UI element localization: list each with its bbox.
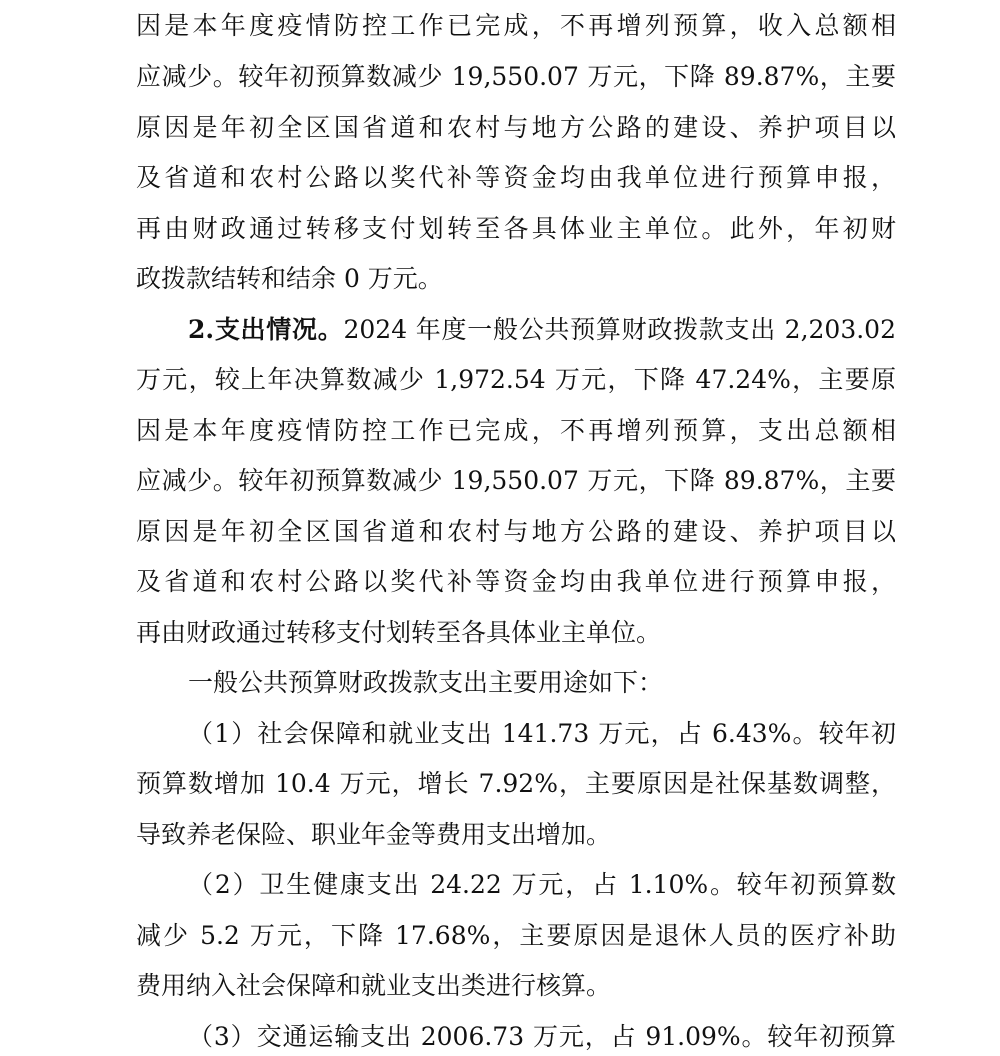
paragraph-1-line-1: 因是本年度疫情防控工作已完成，不再增列预算，收入总额相 (136, 11, 896, 40)
paragraph-5-line-1: （2）卫生健康支出 24.22 万元，占 1.10%。较年初预算数 (188, 870, 896, 899)
paragraph-4-line-2: 预算数增加 10.4 万元，增长 7.92%，主要原因是社保基数调整， (136, 769, 896, 798)
paragraph-4-line-1: （1）社会保障和就业支出 141.73 万元，占 6.43%。较年初 (188, 719, 896, 748)
paragraph-2-line-6: 及省道和农村公路以奖代补等资金均由我单位进行预算申报， (136, 567, 896, 596)
paragraph-1-line-5: 再由财政通过转移支付划转至各具体业主单位。此外，年初财 (136, 214, 896, 243)
paragraph-2-line-2: 万元，较上年决算数减少 1,972.54 万元，下降 47.24%，主要原 (136, 365, 896, 394)
paragraph-5-line-2: 减少 5.2 万元，下降 17.68%，主要原因是退休人员的医疗补助 (136, 921, 896, 950)
paragraph-1-line-3: 原因是年初全区国省道和农村与地方公路的建设、养护项目以 (136, 113, 896, 142)
paragraph-6-line-1: （3）交通运输支出 2006.73 万元，占 91.09%。较年初预算 (188, 1022, 896, 1051)
section-heading: 2.支出情况。 (188, 315, 344, 344)
paragraph-2-line-1-text: 2024 年度一般公共预算财政拨款支出 2,203.02 (343, 315, 896, 344)
paragraph-1-line-4: 及省道和农村公路以奖代补等资金均由我单位进行预算申报， (136, 163, 896, 192)
paragraph-2-line-4: 应减少。较年初预算数减少 19,550.07 万元，下降 89.87%，主要 (136, 466, 896, 495)
paragraph-2-line-1 (188, 312, 896, 348)
paragraph-1-line-6: 政拨款结转和结余 0 万元。 (136, 264, 443, 293)
paragraph-2-line-5: 原因是年初全区国省道和农村与地方公路的建设、养护项目以 (136, 517, 896, 546)
paragraph-5-line-3: 费用纳入社会保障和就业支出类进行核算。 (136, 971, 612, 1000)
paragraph-2-line-3: 因是本年度疫情防控工作已完成，不再增列预算，支出总额相 (136, 416, 896, 445)
paragraph-2-line-7: 再由财政通过转移支付划转至各具体业主单位。 (136, 618, 662, 647)
paragraph-1-line-2: 应减少。较年初预算数减少 19,550.07 万元，下降 89.87%，主要 (136, 62, 896, 91)
paragraph-4-line-3: 导致养老保险、职业年金等费用支出增加。 (136, 820, 612, 849)
paragraph-3-line-1: 一般公共预算财政拨款支出主要用途如下： (188, 668, 664, 697)
